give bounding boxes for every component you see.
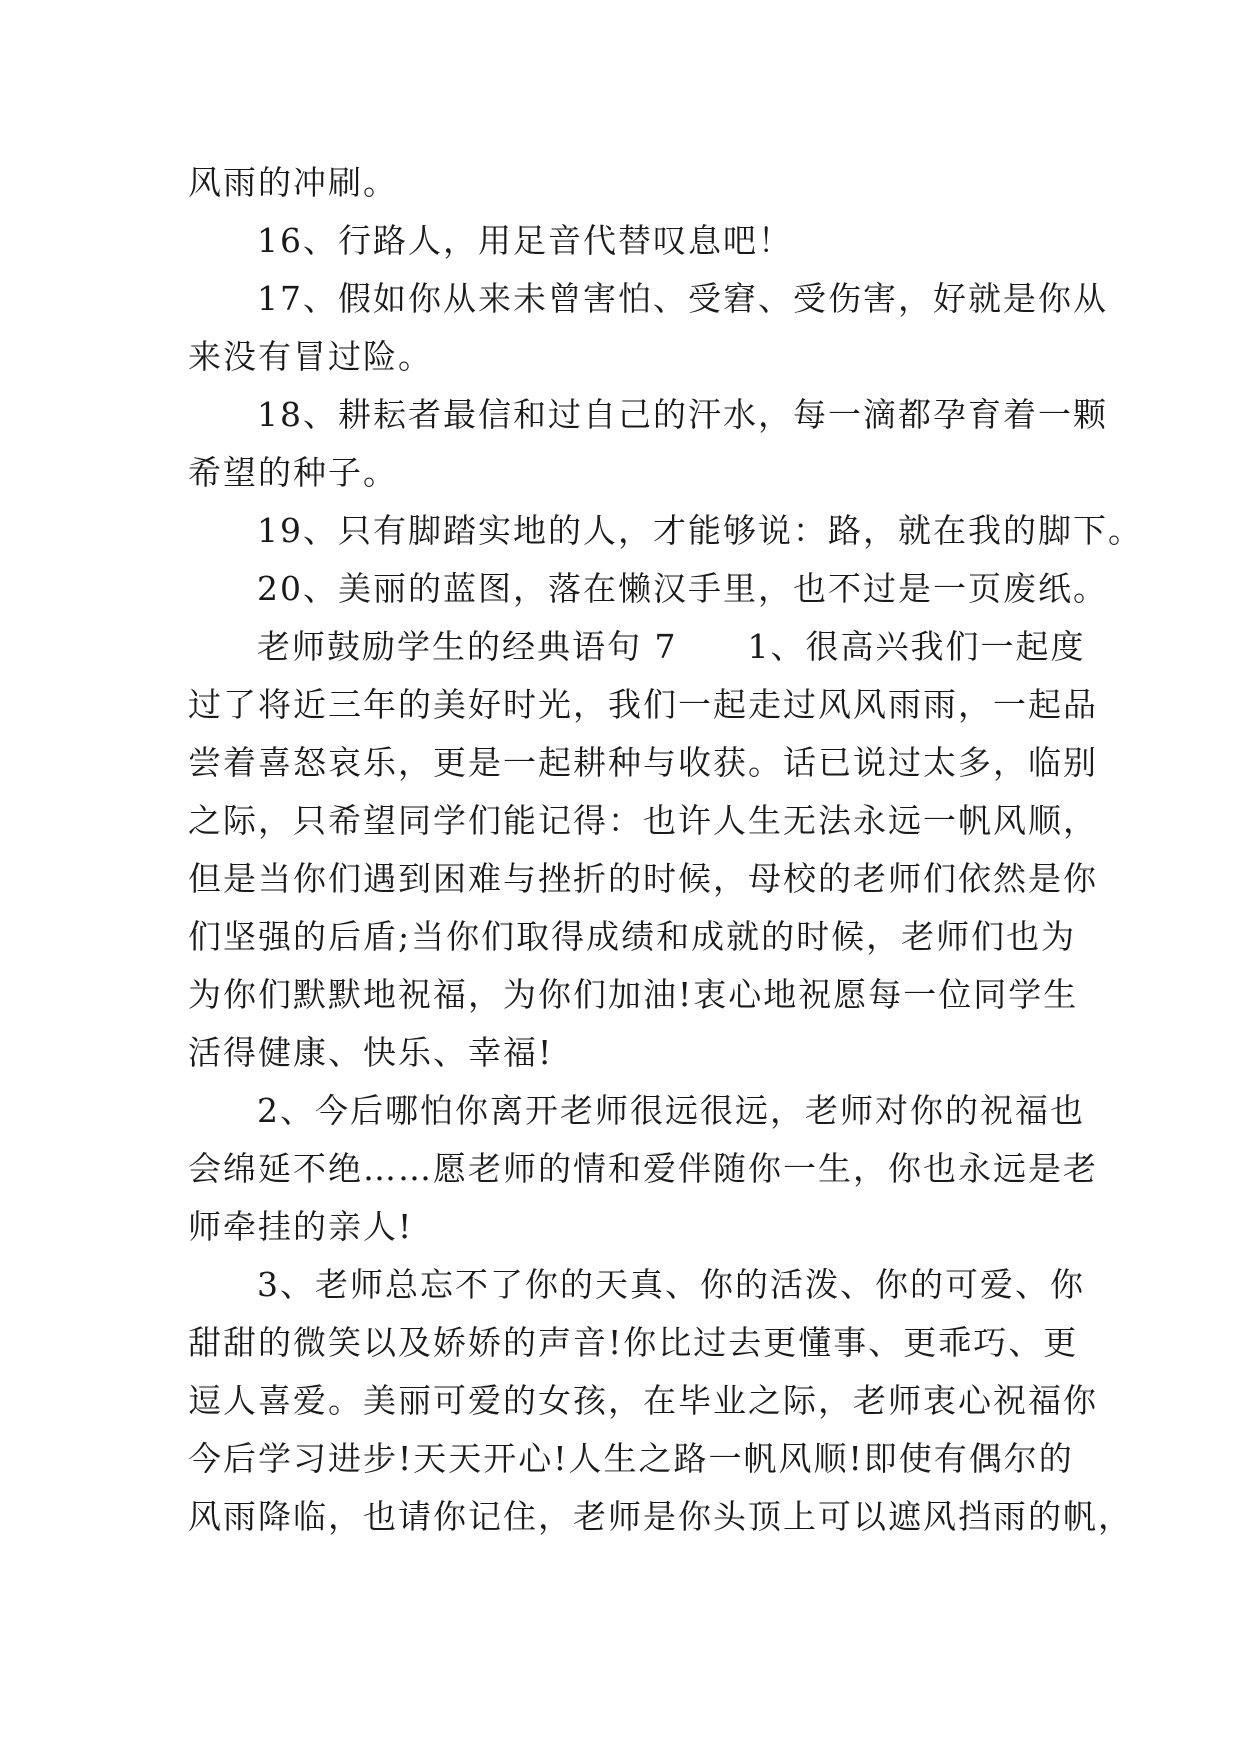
text-line: 逗人喜爱。美丽可爱的女孩，在毕业之际，老师衷心祝福你: [188, 1381, 1098, 1420]
text-line: 17、假如你从来未曾害怕、受窘、受伤害，好就是你从: [257, 279, 1108, 318]
text-line: 风雨的冲刷。: [188, 163, 398, 202]
text-line: 18、耕耘者最信和过自己的汗水，每一滴都孕育着一颗: [257, 395, 1108, 434]
text-line: 希望的种子。: [188, 453, 398, 492]
section-heading-line: 老师鼓励学生的经典语句 7 1、很高兴我们一起度: [257, 627, 1086, 666]
text-line: 甜甜的微笑以及娇娇的声音!你比过去更懂事、更乖巧、更: [188, 1323, 1079, 1362]
text-line: 风雨降临，也请你记住，老师是你头顶上可以遮风挡雨的帆，: [188, 1497, 1133, 1536]
text-line: 们坚强的后盾;当你们取得成绩和成就的时候，老师们也为: [188, 917, 1077, 956]
text-line: 过了将近三年的美好时光，我们一起走过风风雨雨，一起品: [188, 685, 1098, 724]
text-line: 师牵挂的亲人!: [188, 1207, 414, 1246]
text-line: 16、行路人，用足音代替叹息吧！: [257, 221, 793, 260]
text-line: 但是当你们遇到困难与挫折的时候，母校的老师们依然是你: [188, 859, 1098, 898]
text-line: 3、老师总忘不了你的天真、你的活泼、你的可爱、你: [257, 1265, 1085, 1304]
text-line: 之际，只希望同学们能记得：也许人生无法永远一帆风顺，: [188, 801, 1098, 840]
text-line: 来没有冒过险。: [188, 337, 433, 376]
text-line: 会绵延不绝……愿老师的情和爱伴随你一生，你也永远是老: [188, 1149, 1098, 1188]
text-line: 今后学习进步!天天开心!人生之路一帆风顺!即使有偶尔的: [188, 1439, 1074, 1478]
text-line: 为你们默默地祝福，为你们加油!衷心地祝愿每一位同学生: [188, 975, 1079, 1014]
text-line: 尝着喜怒哀乐，更是一起耕种与收获。话已说过太多，临别: [188, 743, 1098, 782]
text-line: 活得健康、快乐、幸福!: [188, 1033, 554, 1072]
text-line: 20、美丽的蓝图，落在懒汉手里，也不过是一页废纸。: [257, 569, 1108, 608]
text-line: 2、今后哪怕你离开老师很远很远，老师对你的祝福也: [257, 1091, 1085, 1130]
document-body: [188, 154, 1143, 1546]
text-line: 19、只有脚踏实地的人，才能够说：路，就在我的脚下。: [257, 511, 1143, 550]
